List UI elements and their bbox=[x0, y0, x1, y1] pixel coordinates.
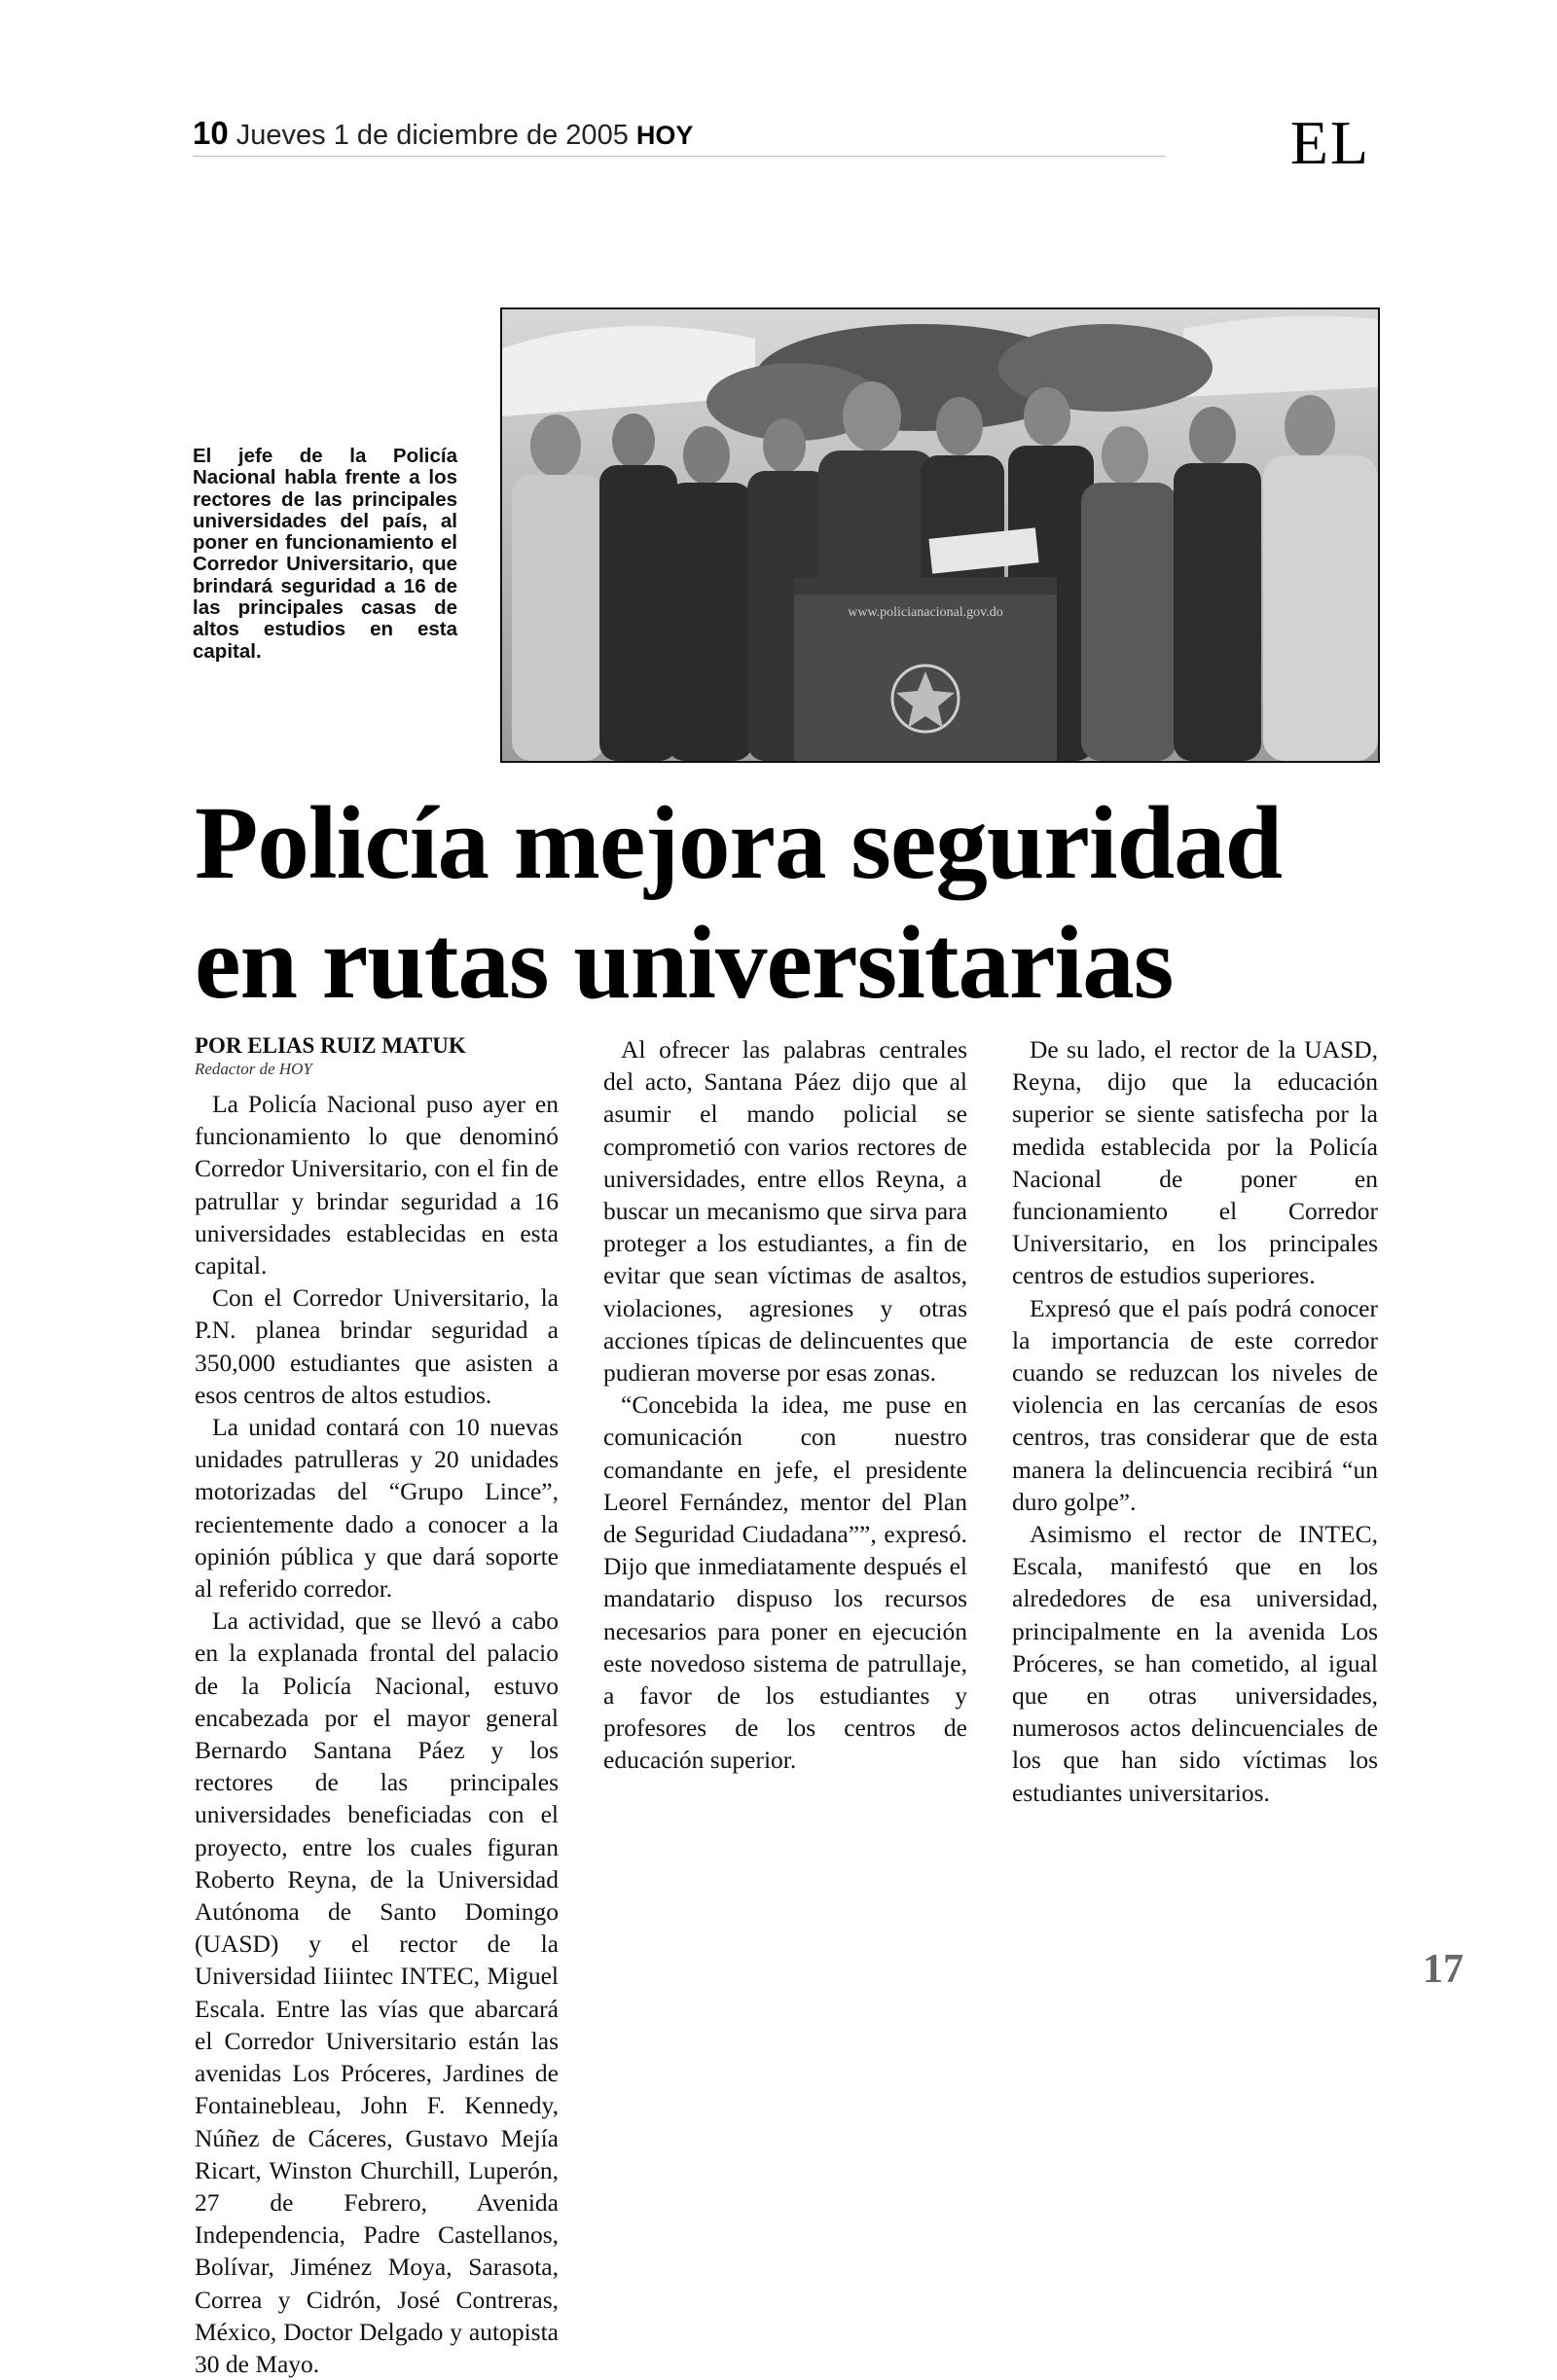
paragraph-6: “Concebida la idea, me puse en comunicación con nuestro comandante en jefe, el presidente Leorel Fernández, mentor del Plan de Seguridad Ciudadana””, expresó. Dijo que inmediatamente después el mandatario dispuso los recursos necesarios para poner en ejecución este novedoso sistema de patrullaje, a favor de los estudiantes y profesores de los centros de educación superior. bbox=[603, 1390, 967, 1775]
byline-author: POR ELIAS RUIZ MATUK bbox=[195, 1033, 466, 1058]
paragraph-7: De su lado, el rector de la UASD, Reyna, dijo que la educación superior se siente satisfecha por la medida establecida por la Policía Nacional de poner en funcionamiento el Corredor Universitario, en los principales centros de estudios superiores. bbox=[1012, 1035, 1378, 1290]
paragraph-3: La unidad contará con 10 nuevas unidades patrulleras y 20 unidades motorizadas del “Grupo Lince”, recientemente dado a conocer a la opinión pública y que dará soporte al referido corredor. bbox=[195, 1413, 559, 1604]
headline bbox=[195, 784, 1382, 1024]
publication-name: HOY bbox=[635, 121, 694, 150]
paragraph-4: La actividad, que se llevó a cabo en la explanada frontal del palacio de la Policía Nacional, estuvo encabezada por el mayor general Bernardo Santana Páez y los rectores de las principales universidades beneficiadas con el proyecto, entre los cuales figuran Roberto Reyna, de la Universidad Autónoma de Santo Domingo (UASD) y el rector de la Universidad Iiiintec INTEC, Miguel Escala. Entre las vías que abarcará el Corredor Universitario están las avenidas Los Próceres, Jardines de Fontainebleau, John F. Kennedy, Núñez de Cáceres, Gustavo Mejía Ricart, Winston Churchill, Luperón, 27 de Febrero, Avenida Independencia, Padre Castellanos, Bolívar, Jiménez Moya, Sarasota, Correa y Cidrón, José Contreras, México, Doctor Delgado y autopista 30 de Mayo. bbox=[195, 1606, 559, 2378]
paragraph-5: Al ofrecer las palabras centrales del acto, Santana Páez dijo que al asumir el mando policial se comprometió con varios rectores de universidades, entre ellos Reyna, a buscar un mecanismo que sirva para proteger a los estudiantes, a fin de evitar que sean víctimas de asaltos, violaciones, agresiones y otras acciones típicas de delincuentes que pudieran moverse por esas zonas. bbox=[603, 1035, 967, 1388]
headline-line-1: Policía mejora seguridad bbox=[195, 786, 1283, 901]
ceremony-photo-illustration bbox=[502, 309, 1378, 761]
podium-url: www.policianacional.gov.do bbox=[848, 605, 1003, 620]
article-column-1 bbox=[195, 1033, 559, 2380]
article-column-2 bbox=[603, 1033, 967, 1777]
byline-role: Redactor de HOY bbox=[195, 1060, 312, 1078]
header-line bbox=[193, 115, 1166, 157]
news-photo bbox=[500, 307, 1380, 763]
section-label: EL bbox=[1289, 108, 1370, 177]
article-column-3 bbox=[1012, 1033, 1378, 1809]
headline-line-2: en rutas universitarias bbox=[195, 906, 1174, 1021]
page-header bbox=[193, 108, 1370, 177]
issue-date: Jueves 1 de diciembre de 2005 bbox=[235, 120, 629, 151]
photo-caption: El jefe de la Policía Nacional habla frente a los rectores de las principales universidades del país, al poner en funcionamiento el Corredor Universitario, que brindará seguridad a 16 de las principales casas de altos estudios en esta capital. bbox=[193, 445, 457, 663]
paragraph-8: Expresó que el país podrá conocer la importancia de este corredor cuando se reduzcan los niveles de violencia en las cercanías de esos centros, tras considerar que de esta manera la delincuencia recibirá “un duro golpe”. bbox=[1012, 1293, 1378, 1516]
page-number-top: 10 bbox=[193, 115, 229, 151]
paragraph-2: Con el Corredor Universitario, la P.N. planea brindar seguridad a 350,000 estudiantes que asisten a esos centros de altos estudios. bbox=[195, 1283, 559, 1409]
paragraph-9: Asimismo el rector de INTEC, Escala, manifestó que en los alrededores de esa universidad, principalmente en la avenida Los Próceres, se han cometido, al igual que en otras universidades, numerosos actos delincuenciales de los que han sido víctimas los estudiantes universitarios. bbox=[1012, 1520, 1378, 1807]
page-number-bottom: 17 bbox=[1423, 1947, 1464, 1992]
paragraph-1: La Policía Nacional puso ayer en funcionamiento lo que denominó Corredor Universitario, con el fin de patrullar y brindar seguridad a 16 universidades establecidas en esta capital. bbox=[195, 1090, 559, 1280]
